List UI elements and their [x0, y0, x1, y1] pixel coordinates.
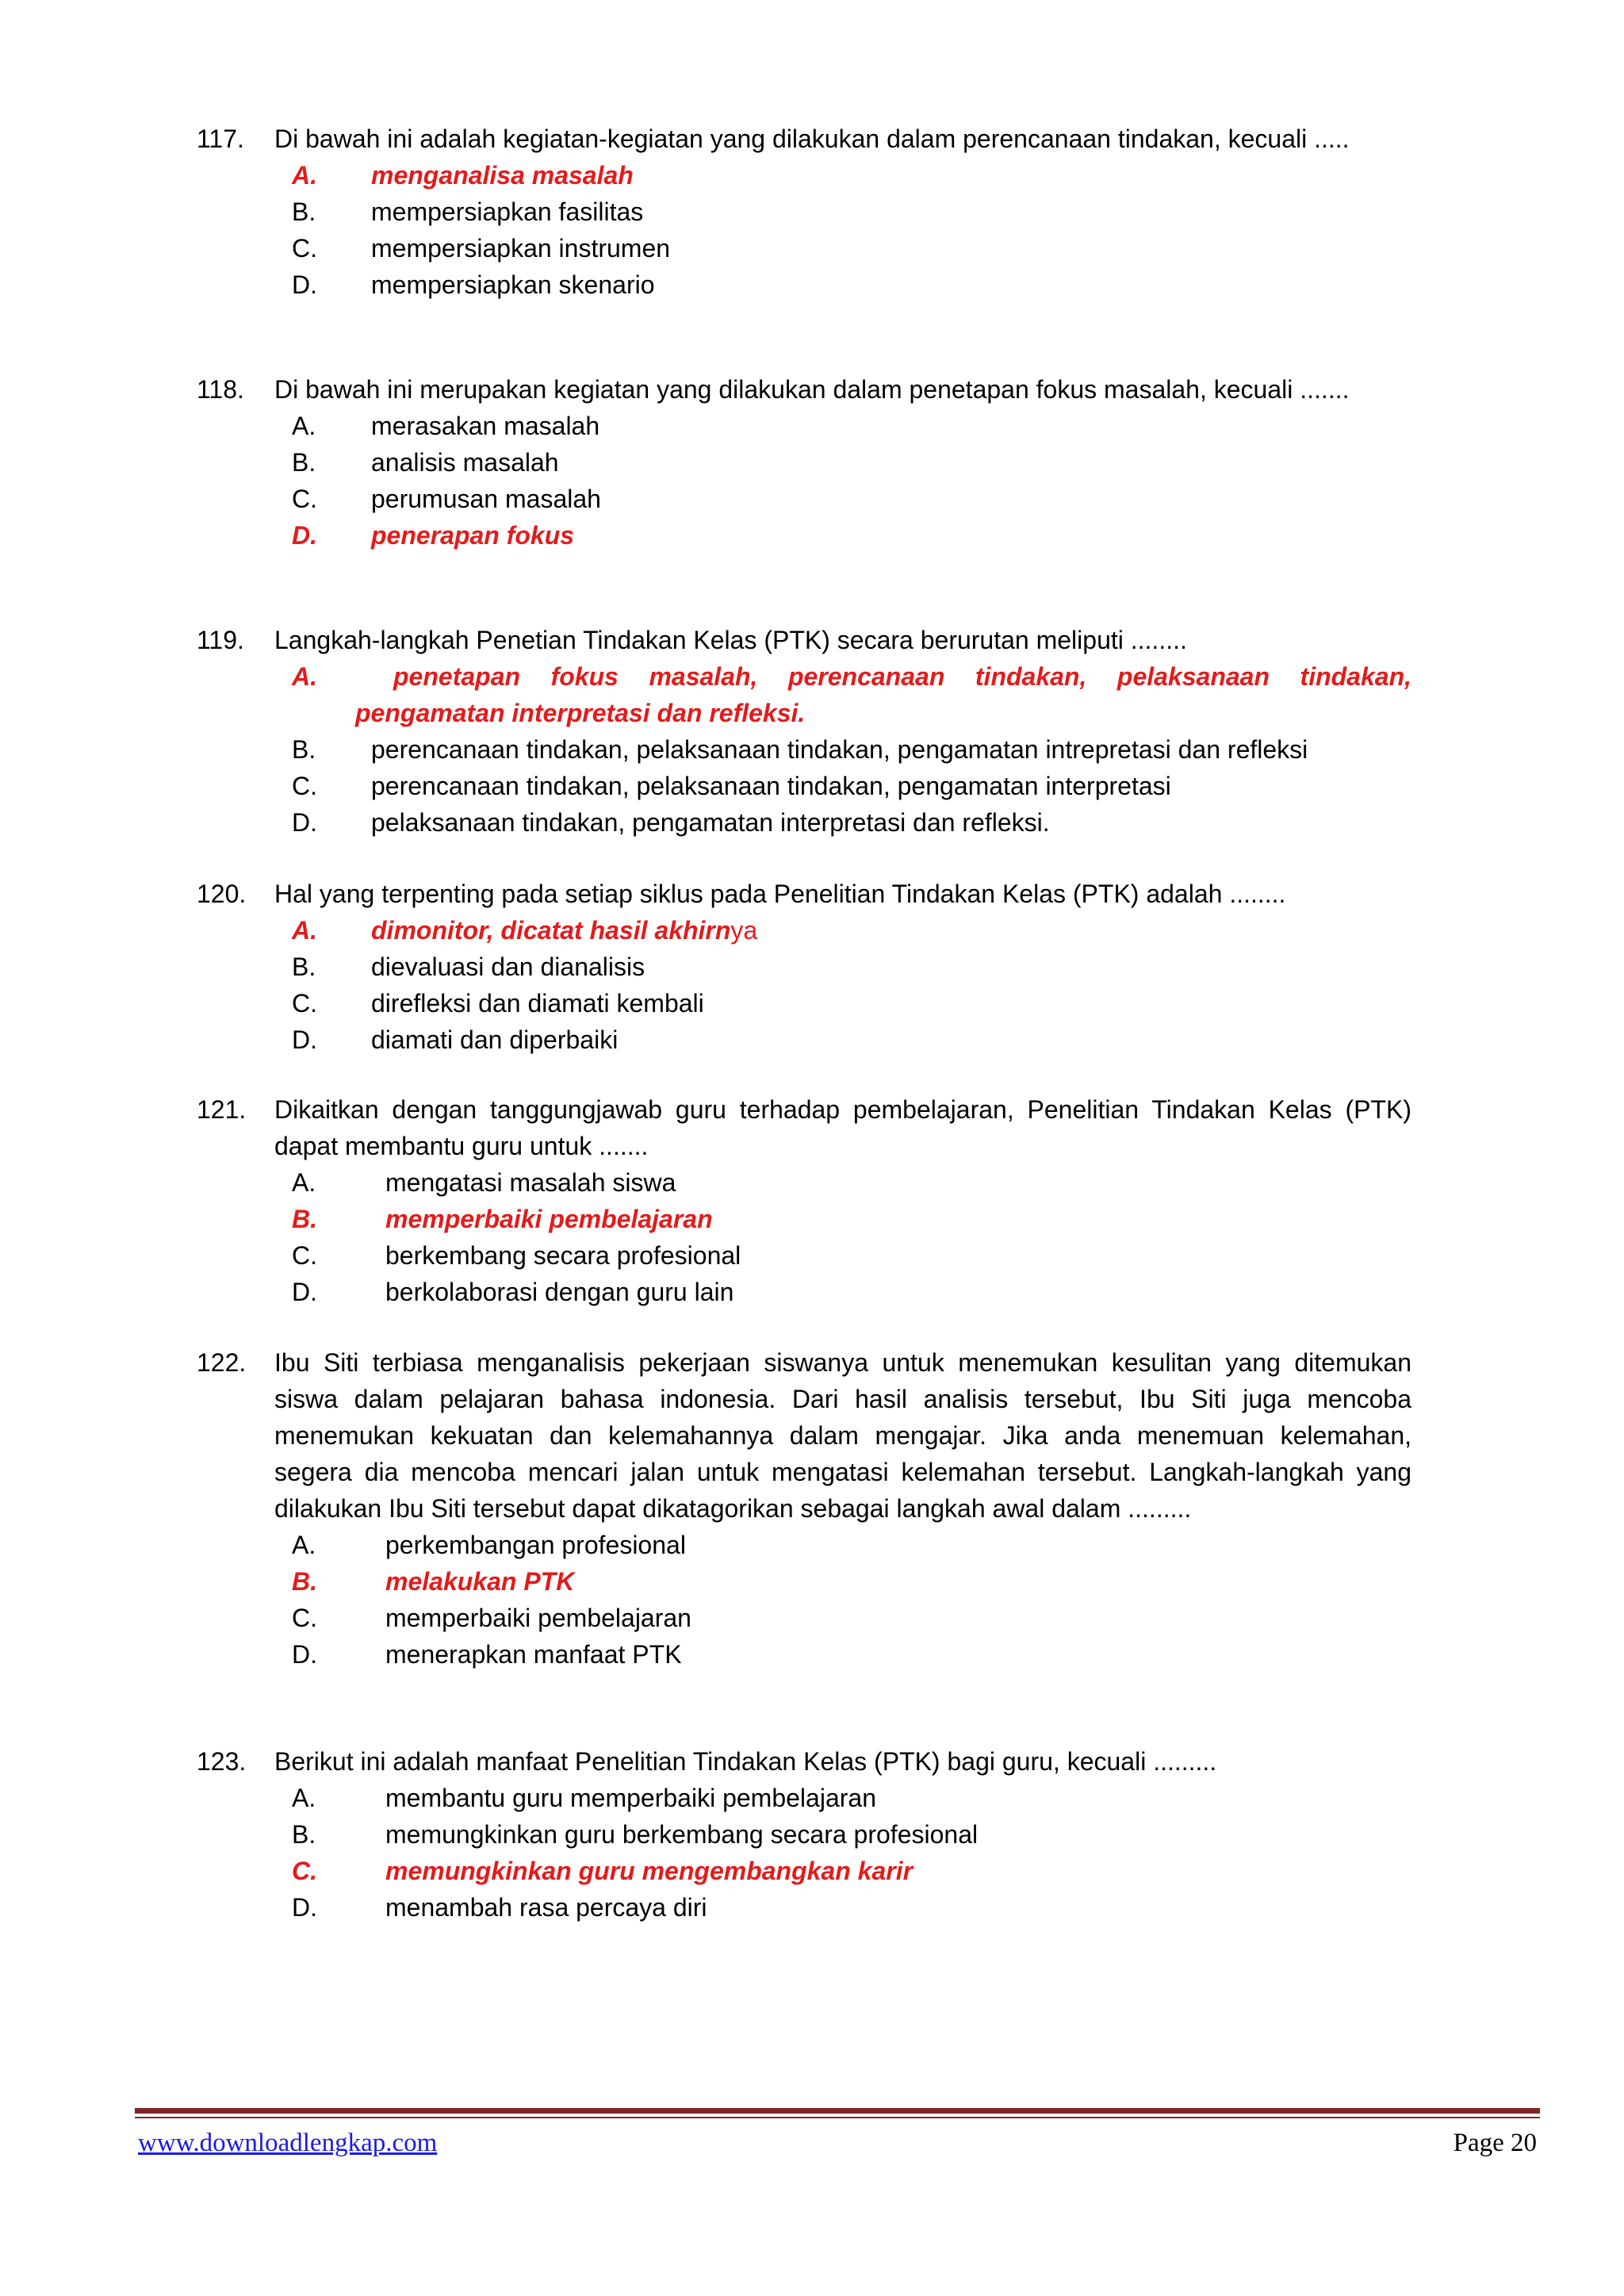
- option-d: [197, 1636, 1411, 1673]
- answer-options: [197, 1164, 1411, 1310]
- question-stem: [197, 371, 1411, 408]
- option-letter: B.: [292, 197, 316, 226]
- question-stem: [197, 876, 1411, 912]
- page-number: Page 20: [1453, 2129, 1537, 2157]
- option-text: mempersiapkan skenario: [371, 270, 655, 299]
- option-b-correct: [197, 1201, 1411, 1237]
- question-stem: [197, 622, 1411, 658]
- option-d: [197, 1889, 1411, 1926]
- option-letter: A.: [292, 161, 317, 190]
- option-letter: B.: [292, 1205, 317, 1233]
- question-stem: [197, 1091, 1411, 1164]
- option-a: [197, 1780, 1411, 1816]
- option-letter: A.: [292, 1168, 316, 1197]
- option-letter: A.: [292, 1784, 316, 1812]
- option-text: penerapan fokus: [371, 521, 575, 550]
- option-c: [197, 481, 1411, 517]
- option-letter: A.: [292, 412, 316, 440]
- option-c-correct: [197, 1853, 1411, 1889]
- option-text: memungkinkan guru mengembangkan karir: [385, 1857, 914, 1885]
- option-text: melakukan PTK: [385, 1567, 575, 1596]
- question-number: 117.: [197, 125, 244, 153]
- option-text: berkolaborasi dengan guru lain: [385, 1278, 734, 1306]
- option-text: menerapkan manfaat PTK: [385, 1640, 682, 1669]
- question-stem: [197, 121, 1411, 157]
- question-119: [197, 622, 1411, 841]
- option-letter: C.: [292, 485, 317, 513]
- option-b: [197, 949, 1411, 985]
- option-letter: C.: [292, 234, 317, 263]
- question-number: 121.: [197, 1095, 247, 1124]
- question-number: 122.: [197, 1348, 247, 1377]
- answer-options: [197, 157, 1411, 303]
- option-text: mengatasi masalah siswa: [385, 1168, 676, 1197]
- option-letter: D.: [292, 1893, 317, 1922]
- option-text: dievaluasi dan dianalisis: [371, 953, 645, 981]
- option-b: [197, 1816, 1411, 1853]
- option-a-correct: [197, 658, 1411, 731]
- question-117: [197, 121, 1411, 303]
- question-120: [197, 876, 1411, 1058]
- question-text: Di bawah ini merupakan kegiatan yang dilakukan dalam penetapan fokus masalah, kecuali .......: [274, 375, 1350, 404]
- question-stem: [197, 1743, 1411, 1780]
- option-a: [197, 1527, 1411, 1563]
- option-text: memperbaiki pembelajaran: [385, 1205, 713, 1233]
- option-text: penetapan fokus masalah, perencanaan tindakan, pelaksanaan tindakan, pengamatan interpretasi dan refleksi.: [355, 662, 1411, 727]
- option-text: berkembang secara profesional: [385, 1241, 741, 1270]
- question-text: Berikut ini adalah manfaat Penelitian Tindakan Kelas (PTK) bagi guru, kecuali .........: [274, 1747, 1217, 1776]
- option-letter: D.: [292, 1025, 317, 1054]
- option-text: menambah rasa percaya diri: [385, 1893, 707, 1922]
- option-c: [197, 1600, 1411, 1636]
- footer-divider: [135, 2108, 1540, 2114]
- option-d: [197, 1274, 1411, 1310]
- option-text: analisis masalah: [371, 448, 559, 477]
- option-a-correct: [197, 157, 1411, 194]
- option-letter: D.: [292, 270, 317, 299]
- option-letter: D.: [292, 1640, 317, 1669]
- option-text: perkembangan profesional: [385, 1531, 686, 1559]
- option-text: mempersiapkan fasilitas: [371, 197, 644, 226]
- question-121: [197, 1091, 1411, 1310]
- option-b: [197, 444, 1411, 481]
- option-b: [197, 194, 1411, 230]
- option-c: [197, 768, 1411, 804]
- option-c: [197, 230, 1411, 266]
- question-118: [197, 371, 1411, 554]
- option-d: [197, 804, 1411, 841]
- footer-website-link[interactable]: www.downloadlengkap.com: [138, 2129, 438, 2157]
- question-stem: [197, 1344, 1411, 1527]
- option-text: perumusan masalah: [371, 485, 601, 513]
- option-letter: D.: [292, 808, 317, 837]
- question-number: 118.: [197, 375, 244, 404]
- option-b: [197, 731, 1411, 768]
- option-text: dimonitor, dicatat hasil akhirn: [371, 916, 731, 945]
- answer-options: [197, 408, 1411, 554]
- question-number: 119.: [197, 626, 244, 654]
- option-c: [197, 1237, 1411, 1274]
- option-letter: C.: [292, 989, 317, 1018]
- option-d-correct: [197, 517, 1411, 554]
- option-letter: B.: [292, 735, 316, 764]
- option-text: direfleksi dan diamati kembali: [371, 989, 704, 1018]
- option-a: [197, 408, 1411, 444]
- option-text-tail: ya: [730, 916, 758, 945]
- option-d: [197, 1022, 1411, 1058]
- option-letter: A.: [292, 662, 317, 691]
- question-text: Di bawah ini adalah kegiatan-kegiatan yang dilakukan dalam perencanaan tindakan, kecuali .....: [274, 125, 1350, 153]
- option-text: merasakan masalah: [371, 412, 600, 440]
- question-text: Ibu Siti terbiasa menganalisis pekerjaan siswanya untuk menemukan kesulitan yang ditemukan siswa dalam pelajaran bahasa indonesia. Dari hasil analisis tersebut, Ibu Siti juga mencoba menemukan kekuatan dan kelemahannya dalam mengajar. Jika anda menemuan kelemahan, segera dia mencoba mencari jalan untuk mengatasi kelemahan tersebut. Langkah-langkah yang dilakukan Ibu Siti tersebut dapat dikatagorikan sebagai langkah awal dalam .........: [274, 1348, 1411, 1523]
- option-letter: A.: [292, 1531, 316, 1559]
- option-letter: A.: [292, 916, 317, 945]
- question-number: 120.: [197, 880, 247, 908]
- question-122: [197, 1344, 1411, 1673]
- answer-options: [197, 1780, 1411, 1926]
- question-text: Langkah-langkah Penetian Tindakan Kelas (PTK) secara berurutan meliputi ........: [274, 626, 1187, 654]
- option-a-correct: [197, 912, 1411, 949]
- option-text: perencanaan tindakan, pelaksanaan tindakan, pengamatan interpretasi: [371, 772, 1171, 800]
- option-text: menganalisa masalah: [371, 161, 634, 190]
- answer-options: [197, 1527, 1411, 1673]
- question-text: Dikaitkan dengan tanggungjawab guru terhadap pembelajaran, Penelitian Tindakan Kelas (PTK) dapat membantu guru untuk .......: [274, 1095, 1411, 1160]
- option-text: pelaksanaan tindakan, pengamatan interpretasi dan refleksi.: [371, 808, 1050, 837]
- option-text: membantu guru memperbaiki pembelajaran: [385, 1784, 876, 1812]
- option-letter: B.: [292, 1567, 317, 1596]
- option-letter: D.: [292, 521, 317, 550]
- option-text: perencanaan tindakan, pelaksanaan tindakan, pengamatan intrepretasi dan refleksi: [371, 735, 1308, 764]
- option-text: diamati dan diperbaiki: [371, 1025, 619, 1054]
- answer-options: [197, 912, 1411, 1058]
- option-text: memperbaiki pembelajaran: [385, 1604, 691, 1632]
- footer-divider-thin: [135, 2117, 1540, 2118]
- option-letter: C.: [292, 772, 317, 800]
- question-text: Hal yang terpenting pada setiap siklus pada Penelitian Tindakan Kelas (PTK) adalah ........: [274, 880, 1286, 908]
- option-text: mempersiapkan instrumen: [371, 234, 671, 263]
- option-d: [197, 266, 1411, 303]
- option-letter: C.: [292, 1604, 317, 1632]
- option-letter: B.: [292, 448, 316, 477]
- option-text: memungkinkan guru berkembang secara profesional: [385, 1820, 979, 1849]
- option-c: [197, 985, 1411, 1022]
- option-letter: C.: [292, 1241, 317, 1270]
- question-number: 123.: [197, 1747, 247, 1776]
- option-letter: B.: [292, 1820, 316, 1849]
- option-a: [197, 1164, 1411, 1201]
- option-b-correct: [197, 1563, 1411, 1600]
- option-letter: D.: [292, 1278, 317, 1306]
- answer-options: [197, 658, 1411, 841]
- option-letter: B.: [292, 953, 316, 981]
- question-123: [197, 1743, 1411, 1926]
- option-letter: C.: [292, 1857, 317, 1885]
